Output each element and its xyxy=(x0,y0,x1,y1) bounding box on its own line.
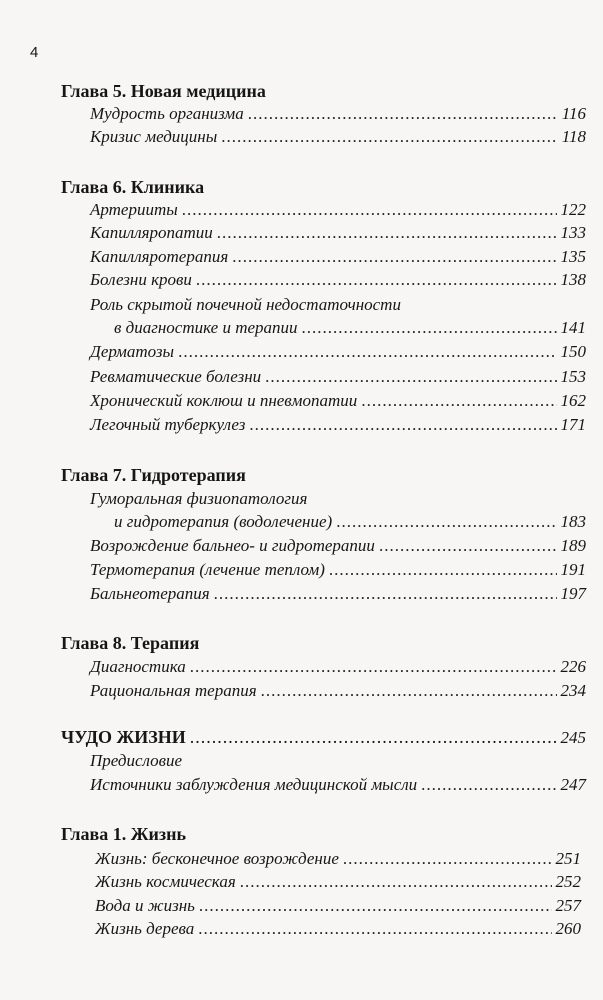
dot-leader xyxy=(265,366,556,388)
toc-entry[interactable] xyxy=(90,656,586,678)
toc-entry-page: 122 xyxy=(560,200,586,219)
toc-entry[interactable] xyxy=(95,871,581,893)
toc-entry[interactable] xyxy=(95,918,581,940)
dot-leader xyxy=(178,341,556,363)
dot-leader xyxy=(248,103,558,125)
toc-entry[interactable] xyxy=(114,511,586,533)
toc-entry-title-line: Гуморальная физиопатология xyxy=(90,489,308,508)
toc-entry-page: 247 xyxy=(560,775,586,794)
toc-entry-page: 162 xyxy=(560,391,586,410)
toc-entry-title: Жизнь дерева xyxy=(95,919,195,938)
dot-leader xyxy=(240,871,552,893)
toc-entry-title: Вода и жизнь xyxy=(95,896,195,915)
toc-entry-title-line: Роль скрытой почечной недостаточности xyxy=(90,295,401,314)
toc-entry-title: Капилляропатии xyxy=(90,223,213,242)
dot-leader xyxy=(379,535,557,557)
toc-entry-page: 197 xyxy=(560,584,586,603)
toc-entry-title: Возрождение бальнео- и гидротерапии xyxy=(90,536,375,555)
toc-entry-page: 133 xyxy=(560,223,586,242)
dot-leader xyxy=(217,222,557,244)
dot-leader xyxy=(421,774,556,796)
chapter-heading-6: Глава 6. Клиника xyxy=(61,177,205,197)
toc-entry-page: 252 xyxy=(555,872,581,891)
toc-entry-page: 257 xyxy=(555,896,581,915)
chapter-heading-5: Глава 5. Новая медицина xyxy=(61,81,266,101)
toc-entry-page: 171 xyxy=(560,415,586,434)
toc-entry-title: Кризис медицины xyxy=(90,127,218,146)
dot-leader xyxy=(232,246,556,268)
toc-entry[interactable] xyxy=(90,222,586,244)
dot-leader xyxy=(198,918,551,940)
toc-entry[interactable] xyxy=(90,199,586,221)
toc-entry-page: 153 xyxy=(560,367,586,386)
toc-entry[interactable] xyxy=(90,341,586,363)
dot-leader xyxy=(336,511,556,533)
toc-entry-title: Бальнеотерапия xyxy=(90,584,210,603)
toc-entry-title: Жизнь космическая xyxy=(95,872,236,891)
dot-leader xyxy=(221,126,558,148)
dot-leader xyxy=(182,199,557,221)
toc-entry-page: 135 xyxy=(560,247,586,266)
toc-entry[interactable] xyxy=(90,366,586,388)
dot-leader xyxy=(329,559,557,581)
toc-entry-page: 234 xyxy=(560,681,586,700)
toc-entry[interactable] xyxy=(90,680,586,702)
toc-entry-title: Термотерапия (лечение теплом) xyxy=(90,560,325,579)
chapter-heading-1: Глава 1. Жизнь xyxy=(61,824,187,844)
toc-entry-title: Хронический коклюш и пневмопатии xyxy=(90,391,358,410)
toc-entry[interactable] xyxy=(90,535,586,557)
toc-entry-title: Ревматические болезни xyxy=(90,367,262,386)
dot-leader xyxy=(302,317,557,339)
dot-leader xyxy=(249,414,556,436)
toc-entry-title: Жизнь: бесконечное возрождение xyxy=(95,849,339,868)
dot-leader xyxy=(214,583,557,605)
toc-entry-page: 118 xyxy=(561,127,586,146)
chapter-heading-7: Глава 7. Гидротерапия xyxy=(61,465,246,485)
toc-entry-title: и гидротерапия (водолечение) xyxy=(114,512,333,531)
part-heading[interactable] xyxy=(61,726,586,749)
toc-entry[interactable] xyxy=(90,414,586,436)
toc-entry[interactable] xyxy=(90,269,586,291)
toc-entry-title: Источники заблуждения медицинской мысли xyxy=(90,775,418,794)
toc-entry[interactable] xyxy=(95,895,581,917)
toc-entry-title: Мудрость организма xyxy=(90,104,244,123)
part-title: ЧУДО ЖИЗНИ xyxy=(61,727,186,747)
toc-entry-page: 183 xyxy=(560,512,586,531)
dot-leader xyxy=(190,726,557,748)
toc-entry-page: 251 xyxy=(555,849,581,868)
toc-entry-title: Рациональная терапия xyxy=(90,681,257,700)
dot-leader xyxy=(190,656,557,678)
toc-entry-title: Артерииты xyxy=(90,200,178,219)
toc-entry-page: 138 xyxy=(560,270,586,289)
toc-entry-title: в диагностике и терапии xyxy=(114,318,298,337)
toc-entry-page: 191 xyxy=(560,560,586,579)
toc-entry-title: Болезни крови xyxy=(90,270,192,289)
preface-entry[interactable]: Предисловие xyxy=(90,751,183,770)
toc-entry-title: Диагностика xyxy=(90,657,186,676)
chapter-heading-8: Глава 8. Терапия xyxy=(61,633,200,653)
toc-entry-page: 260 xyxy=(555,919,581,938)
dot-leader xyxy=(343,848,552,870)
toc-entry-title: Легочный туберкулез xyxy=(90,415,246,434)
toc-entry[interactable] xyxy=(90,559,586,581)
toc-entry-title: Дерматозы xyxy=(90,342,175,361)
toc-entry[interactable] xyxy=(90,246,586,268)
toc-entry[interactable] xyxy=(114,317,586,339)
toc-entry[interactable] xyxy=(90,390,586,412)
toc-entry-page: 141 xyxy=(560,318,586,337)
toc-entry-page: 226 xyxy=(560,657,586,676)
toc-entry[interactable] xyxy=(95,848,581,870)
toc-entry[interactable] xyxy=(90,126,586,148)
toc-entry-page: 150 xyxy=(560,342,586,361)
toc-entry[interactable] xyxy=(90,103,586,125)
part-page: 245 xyxy=(560,728,586,747)
dot-leader xyxy=(261,680,557,702)
page-number: 4 xyxy=(30,44,39,61)
toc-entry[interactable] xyxy=(90,774,586,796)
toc-entry-page: 189 xyxy=(560,536,586,555)
toc-entry-page: 116 xyxy=(561,104,586,123)
toc-entry-title: Капилляротерапия xyxy=(90,247,229,266)
dot-leader xyxy=(361,390,556,412)
dot-leader xyxy=(199,895,552,917)
dot-leader xyxy=(196,269,557,291)
toc-entry[interactable] xyxy=(90,583,586,605)
